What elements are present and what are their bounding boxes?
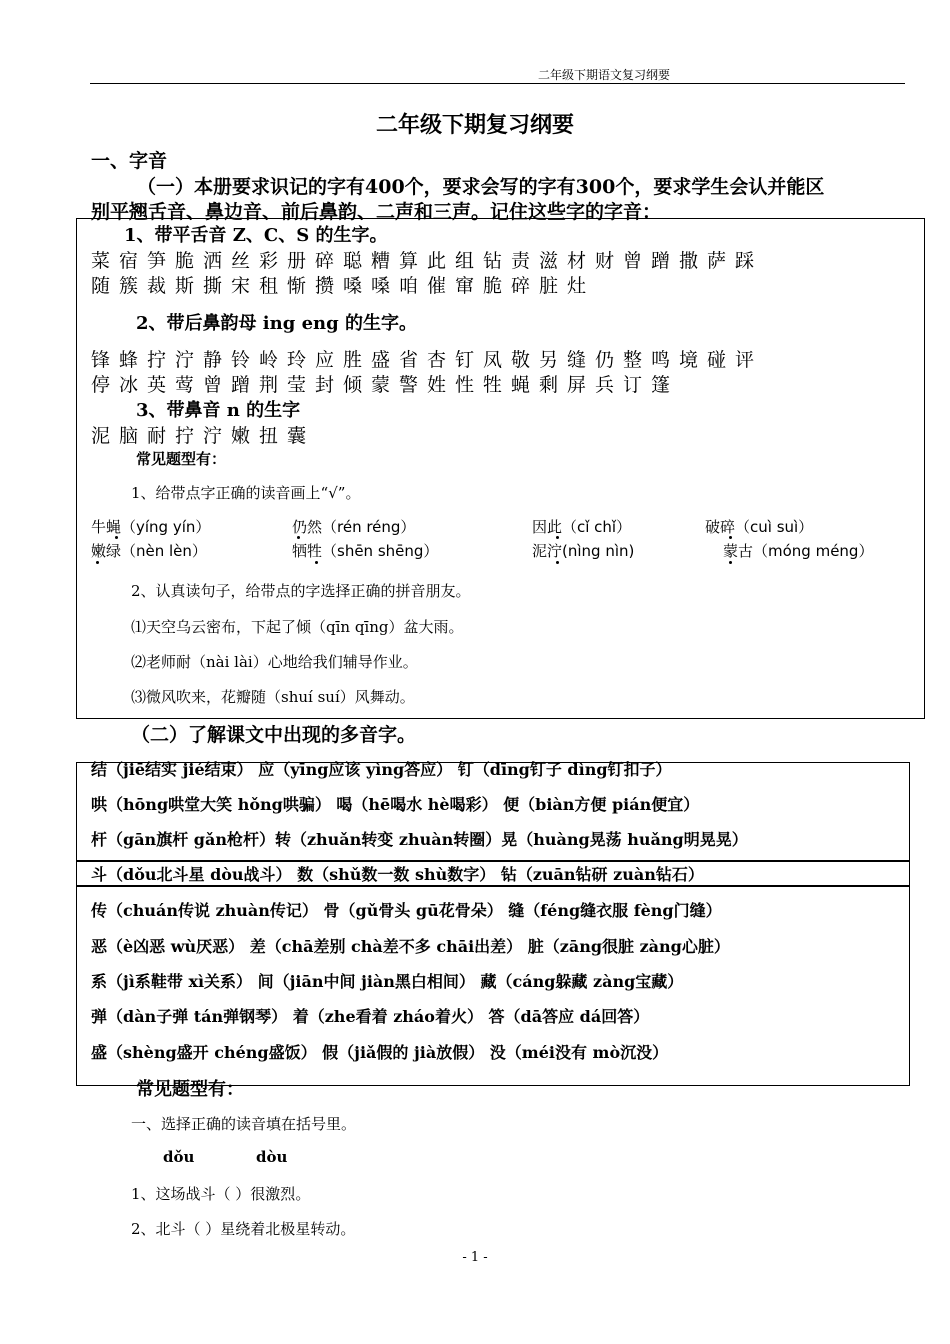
group3-title: 3、带鼻音 n 的生字 bbox=[136, 400, 301, 421]
group2-chars-line1: 锋蜂拧泞静铃岭玲应胜盛省杏钉凤敬另缝仍整鸣境碰评 bbox=[91, 349, 764, 371]
common-types-label: 常见题型有： bbox=[136, 450, 227, 468]
q1-item: 嫩绿（nèn lèn） bbox=[91, 542, 207, 560]
q1-item: 泥泞(nìng nìn) bbox=[532, 542, 635, 560]
common-types-label-2: 常见题型有： bbox=[136, 1079, 244, 1100]
q2-item: ⑴天空乌云密布，下起了倾（qīn qīng）盆大雨。 bbox=[131, 618, 464, 636]
question-1: 1、给带点字正确的读音画上“√”。 bbox=[131, 484, 361, 502]
section-heading-pronunciation: 一、字音 bbox=[91, 150, 168, 172]
q1-item: 仍然（rén réng） bbox=[292, 518, 416, 536]
exercise-1-sentence: 1、这场战斗（ ）很激烈。 bbox=[131, 1185, 311, 1203]
q2-item: ⑵老师耐（nài lài）心地给我们辅导作业。 bbox=[131, 653, 418, 671]
emphasis-dot bbox=[556, 561, 559, 564]
emphasis-dot bbox=[729, 536, 732, 539]
group1-chars-line2: 随簇裁斯撕宋租惭攒嗓嗓咱催窜脆碎脏灶 bbox=[91, 275, 596, 297]
polyphone-row: 斗（dǒu北斗星 dòu战斗） 数（shǔ数一数 shù数字） 钻（zuān钻研 zuàn钻石） bbox=[91, 865, 704, 884]
group3-chars-line1: 泥脑耐拧泞嫩扭囊 bbox=[91, 425, 316, 447]
group1-title: 1、带平舌音 Z、C、S 的生字。 bbox=[124, 225, 388, 246]
polyphone-row: 杆（gān旗杆 gǎn枪杆）转（zhuǎn转变 zhuàn转圈）晃（huàng晃荡 huǎng明晃晃） bbox=[91, 830, 748, 849]
polyphone-row: 哄（hōng哄堂大笑 hǒng哄骗） 喝（hē喝水 hè喝彩） 便（biàn方便 pián便宜） bbox=[91, 795, 700, 814]
exercise-1-sentence: 2、北斗（ ）星绕着北极星转动。 bbox=[131, 1220, 356, 1238]
polyphone-row: 弹（dàn子弹 tán弹钢琴） 着（zhe看着 zháo着火） 答（dā答应 dá回答） bbox=[91, 1007, 650, 1026]
q1-item: 牺牲（shēn shēng） bbox=[292, 542, 439, 560]
q1-item: 蒙古（móng méng） bbox=[723, 542, 874, 560]
page-title: 二年级下期复习纲要 bbox=[375, 112, 574, 138]
polyphone-row: 系（jì系鞋带 xì关系） 间（jiān中间 jiàn黑白相间） 藏（cáng躲藏 zàng宝藏） bbox=[91, 972, 684, 991]
emphasis-dot bbox=[96, 561, 99, 564]
group2-chars-line2: 停冰英莺曾蹭荆莹封倾蒙警姓性牲蝇剩屏兵订篷 bbox=[91, 374, 680, 396]
group2-title: 2、带后鼻韵母 ing eng 的生字。 bbox=[136, 313, 417, 334]
group1-chars-line1: 菜宿笋脆洒丝彩册碎聪糟算此组钻责滋材财曾蹭撒萨踩 bbox=[91, 250, 764, 272]
q1-item: 因此（cǐ chǐ） bbox=[532, 518, 632, 536]
polyphone-row: 盛（shèng盛开 chéng盛饭） 假（jiǎ假的 jià放假） 没（méi没有 mò沉没） bbox=[91, 1043, 669, 1062]
exercise-1-instruction: 一、选择正确的读音填在括号里。 bbox=[131, 1115, 357, 1133]
exercise-1-pinyin: dǒu bbox=[163, 1148, 195, 1166]
emphasis-dot bbox=[115, 536, 118, 539]
emphasis-dot bbox=[297, 536, 300, 539]
section-heading-polyphones: （二）了解课文中出现的多音字。 bbox=[131, 724, 417, 746]
polyphone-row: 恶（è凶恶 wù厌恶） 差（chā差别 chà差不多 chāi出差） 脏（zāng很脏 zàng心脏） bbox=[91, 937, 730, 956]
question-2: 2、认真读句子，给带点的字选择正确的拼音朋友。 bbox=[131, 582, 471, 600]
polyphone-row: 结（jiē结实 jié结束） 应（yīng应该 yìng答应） 钉（dīng钉子 dìng钉扣子） bbox=[91, 760, 672, 779]
polyphone-row: 传（chuán传说 zhuàn传记） 骨（gǔ骨头 gū花骨朵） 缝（féng缝衣服 fèng门缝） bbox=[91, 901, 722, 920]
q1-item: 破碎（cuì suì） bbox=[705, 518, 814, 536]
emphasis-dot bbox=[556, 536, 559, 539]
header-rule bbox=[90, 83, 905, 84]
intro-line-1: （一）本册要求识记的字有400个，要求会写的字有300个，要求学生会认并能区 bbox=[137, 176, 825, 198]
emphasis-dot bbox=[315, 561, 318, 564]
q2-item: ⑶微风吹来，花瓣随（shuí suí）风舞动。 bbox=[131, 688, 415, 706]
page-header: 二年级下期语文复习纲要 bbox=[538, 68, 671, 82]
intro-line-2: 别平翘舌音、鼻边音、前后鼻韵、二声和三声。记住这些字的字音： bbox=[91, 201, 662, 223]
q1-item: 牛蝇（yíng yín） bbox=[91, 518, 211, 536]
exercise-1-pinyin: dòu bbox=[256, 1148, 288, 1166]
page-number: - 1 - bbox=[462, 1250, 488, 1265]
emphasis-dot bbox=[729, 561, 732, 564]
